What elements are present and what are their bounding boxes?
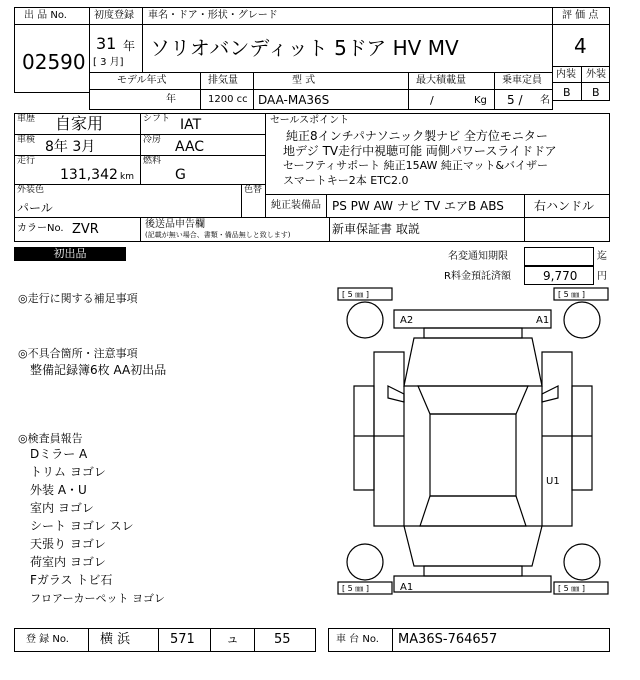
model-year-label: モデル年式 [117, 75, 167, 86]
warranty-value: 新車保証書 取説 [332, 222, 420, 236]
color-no-value: ZVR [72, 222, 99, 237]
inspector-line: 室内 ヨゴレ [30, 501, 94, 515]
exterior-label: 外装 [586, 69, 606, 80]
mileage-value: 131,342 [60, 167, 118, 183]
max-load-unit: Kg [474, 95, 487, 106]
score-value: 4 [574, 34, 587, 58]
chassis-value: MA36S-764657 [398, 632, 498, 647]
title-label: 車名・ドア・形状・グレード [148, 10, 278, 21]
damage-mark-a2: A2 [400, 315, 414, 326]
inspector-line: 天張り ヨゴレ [30, 537, 106, 551]
driving-heading: ◎走行に関する補足事項 [18, 292, 138, 305]
interior-grade: B [563, 86, 571, 99]
equipment-label: 純正装備品 [271, 200, 321, 211]
ext-color-value: パール [17, 201, 53, 215]
score-label: 評 価 点 [562, 10, 599, 21]
displacement-value: 1200 cc [208, 94, 248, 105]
aftermarket-label: 後送品申告欄 [145, 219, 205, 230]
damage-mark-a1-rear: A1 [400, 582, 414, 593]
first-reg-year-unit: 年 [123, 39, 136, 53]
notice-box [524, 247, 594, 266]
inspector-line: 荷室内 ヨゴレ [30, 555, 106, 569]
inspector-line: トリム ヨゴレ [30, 465, 106, 479]
mileage-label: 走行 [17, 156, 36, 166]
inspector-line: フロアーカーペット ヨゴレ [30, 592, 165, 605]
tire-depth-front-right: [ 5 ㎜ ] [558, 290, 585, 299]
capacity-label: 乗車定員 [502, 75, 542, 86]
mirror-right [542, 386, 558, 402]
type-label: 型 式 [292, 75, 316, 86]
reg-label: 登 録 No. [26, 634, 69, 645]
hood [404, 338, 542, 386]
windshield [418, 386, 528, 414]
fuel-label: 燃料 [143, 156, 162, 166]
vehicle-title: ソリオバンディット 5ドア HV MV [150, 36, 459, 60]
equipment-items: PS PW AW ナビ TV エアB ABS [332, 199, 504, 213]
max-load-label: 最大積載量 [416, 75, 466, 86]
chassis-label: 車 台 No. [336, 634, 379, 645]
model-year-unit: 年 [166, 94, 176, 105]
lot-label: 出 品 No. [24, 10, 67, 21]
capacity-unit: 名 [540, 95, 550, 106]
notice-label: 名変通知期限 [448, 251, 508, 262]
interior-label: 内装 [556, 69, 576, 80]
color-no-label: カラーNo. [17, 223, 64, 234]
reg-number: 55 [274, 632, 291, 647]
defects-heading: ◎不具合箇所・注意事項 [18, 347, 138, 360]
defects-text: 整備記録簿6枚 AA初出品 [30, 363, 167, 377]
shift-label: シフト [143, 114, 171, 124]
recycle-label: R料金預託済額 [444, 271, 511, 282]
roof [430, 414, 516, 496]
rear-panel [424, 566, 522, 576]
notice-unit: 迄 [597, 251, 607, 262]
first-reg-year: 31 [96, 34, 117, 53]
reg-region: 横 浜 [100, 632, 131, 647]
lot-number: 02590 [22, 50, 86, 74]
damage-mark-u1: U1 [546, 476, 560, 487]
exterior-grade: B [592, 86, 600, 99]
front-bumper [394, 310, 551, 328]
ext-color-label: 外装色 [17, 185, 45, 195]
steering-value: 右ハンドル [534, 199, 595, 213]
right-side-outer [572, 386, 592, 490]
mirror-left [388, 386, 404, 402]
first-reg-month: [ 3 月] [93, 57, 124, 68]
fuel-value: G [175, 167, 186, 183]
sales-point-line: 地デジ TV走行中視聴可能 両側パワースライドドア [283, 144, 557, 158]
tire-depth-rear-left: [ 5 ㎜ ] [342, 584, 369, 593]
rear-bumper [394, 576, 551, 592]
rear-glass [420, 496, 526, 526]
inspection-label: 車検 [17, 135, 36, 145]
inspector-line: 外装 A・U [30, 483, 87, 497]
inspector-line: シート ヨゴレ スレ [30, 519, 134, 533]
capacity-value: 5 / [507, 93, 523, 107]
sales-points-label: セールスポイント [270, 115, 350, 126]
ac-value: AAC [175, 139, 205, 155]
first-listing-badge: 初出品 [14, 247, 126, 261]
first-reg-label: 初度登録 [94, 10, 134, 21]
sales-point-line: スマートキー2本 ETC2.0 [283, 174, 409, 187]
inspector-heading: ◎検査員報告 [18, 432, 83, 445]
mileage-unit: km [120, 172, 134, 182]
usage-label: 車歴 [17, 114, 36, 124]
tire-depth-rear-right: [ 5 ㎜ ] [558, 584, 585, 593]
wheel-rear-left [347, 544, 383, 580]
damage-mark-a1-front: A1 [536, 315, 550, 326]
left-side-outer [354, 386, 374, 490]
wheel-front-right [564, 302, 600, 338]
wheel-rear-right [564, 544, 600, 580]
recycle-amount: 9,770 [543, 269, 578, 283]
left-side [374, 352, 404, 526]
type-value: DAA-MA36S [258, 93, 330, 107]
tire-depth-front-left: [ 5 ㎜ ] [342, 290, 369, 299]
aftermarket-note: (記載が無い場合、書類・備品無しと致します) [145, 231, 291, 239]
max-load-sep: / [430, 94, 434, 107]
displacement-label: 排気量 [208, 75, 238, 86]
right-side [542, 352, 572, 526]
car-diagram-svg [336, 286, 610, 616]
reg-class: 571 [170, 632, 195, 647]
inspection-value: 8年 3月 [45, 139, 96, 155]
rear-gate [404, 526, 542, 566]
recycle-unit: 円 [597, 271, 607, 282]
color-change-label: 色替 [244, 185, 263, 195]
inspector-line: Dミラー A [30, 447, 88, 461]
wheel-front-left [347, 302, 383, 338]
sales-point-line: 純正8インチパナソニック製ナビ 全方位モニター [286, 129, 548, 143]
inspector-line: Fガラス トビ石 [30, 573, 113, 587]
sales-point-line: セーフティサポート 純正15AW 純正マット&バイザー [283, 159, 549, 172]
shift-value: IAT [180, 117, 202, 133]
ac-label: 冷房 [143, 135, 162, 145]
usage-value: 自家用 [55, 114, 104, 133]
grille [424, 328, 522, 338]
reg-kana: ュ [226, 632, 240, 647]
